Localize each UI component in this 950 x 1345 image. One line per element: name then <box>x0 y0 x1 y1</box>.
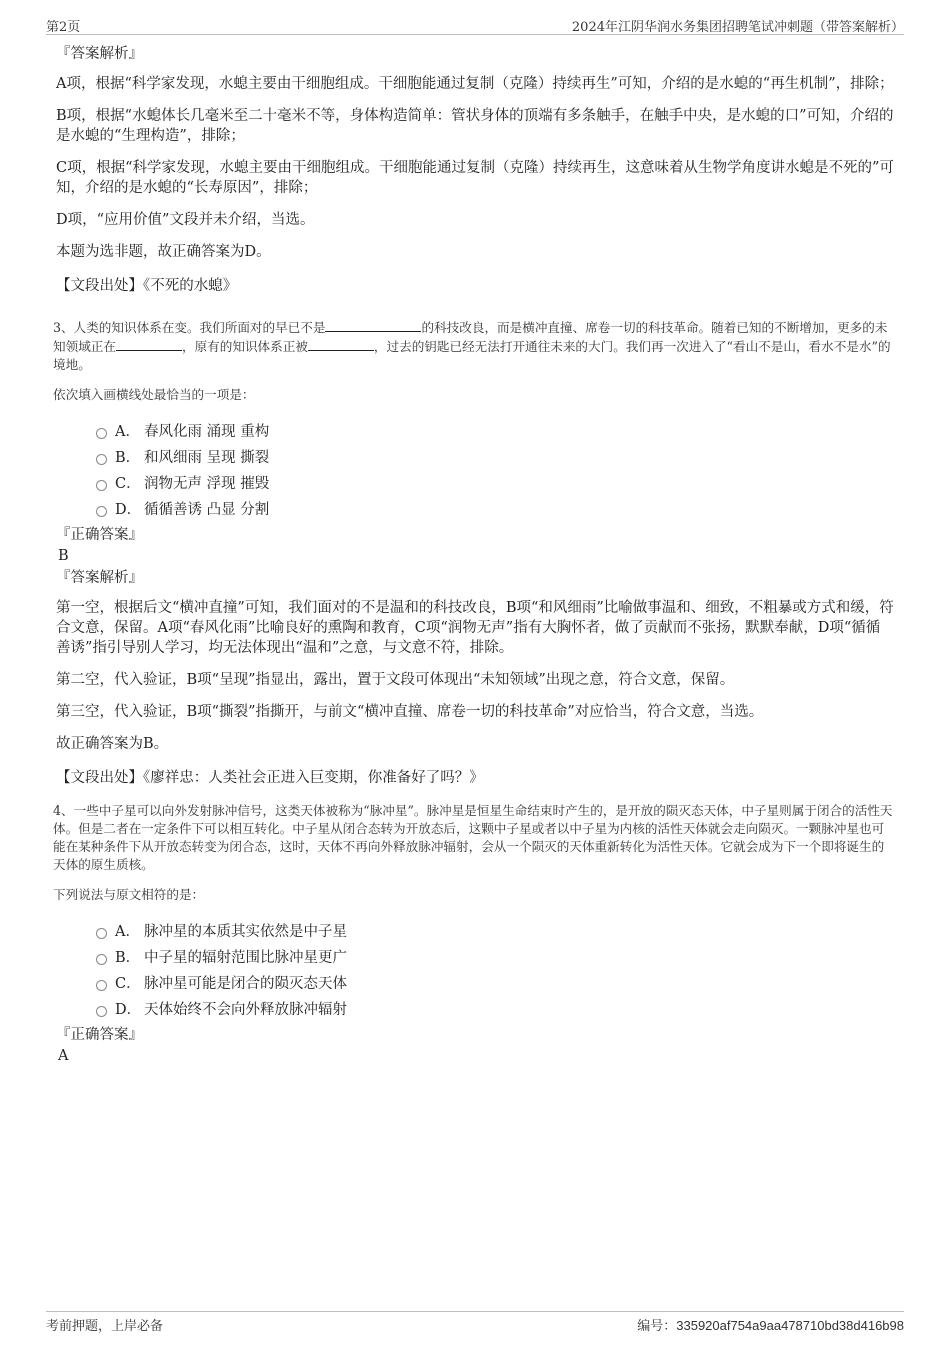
document-title: 2024年江阴华润水务集团招聘笔试冲刺题（带答案解析） <box>571 20 904 35</box>
option-text: 循循善诱 凸显 分割 <box>144 502 270 518</box>
page-footer <box>46 1311 904 1336</box>
page-header <box>46 14 904 35</box>
option-letter: A． <box>115 424 140 440</box>
option-letter: B． <box>115 950 141 966</box>
analysis-paragraph: 第二空，代入验证，B项“呈现”指显出，露出，置于文段可体现出“未知领域”出现之意，符合文意，保留。 <box>56 672 735 688</box>
analysis-paragraph: 故正确答案为B。 <box>56 736 169 752</box>
option-letter: C． <box>115 976 141 992</box>
page-number: 第2页 <box>46 20 81 35</box>
question-3-text <box>53 318 894 374</box>
correct-answer: A <box>58 1048 69 1064</box>
option-letter: D． <box>115 1002 142 1018</box>
radio-button[interactable] <box>96 480 107 491</box>
page-content <box>53 44 894 1066</box>
analysis-paragraph: C项，根据“科学家发现，水螅主要由干细胞组成。干细胞能通过复制（克隆）持续再生，这意味着从生物学角度讲水螅是不死的”可知，介绍的是水螅的“长寿原因”，排除； <box>56 160 894 196</box>
option-letter: D． <box>115 502 142 518</box>
correct-answer-label: 『正确答案』 <box>56 1027 143 1043</box>
option-c[interactable] <box>96 971 894 997</box>
footer-slogan: 考前押题，上岸必备 <box>46 1319 164 1334</box>
correct-answer-label: 『正确答案』 <box>56 527 143 543</box>
option-text: 脉冲星的本质其实依然是中子星 <box>144 924 347 940</box>
analysis-paragraph: 第三空，代入验证，B项“撕裂”指撕开，与前文“横冲直撞、席卷一切的科技革命”对应恰当，符合文意，当选。 <box>56 704 764 720</box>
fill-blank-1 <box>325 318 421 332</box>
question-3-instruction: 依次填入画横线处最恰当的一项是： <box>53 387 255 402</box>
question-3-options <box>96 419 894 523</box>
option-b[interactable] <box>96 945 894 971</box>
option-d[interactable] <box>96 997 894 1023</box>
option-a[interactable] <box>96 919 894 945</box>
source-citation: 【文段出处】《廖祥忠：人类社会正进入巨变期，你准备好了吗？》 <box>56 770 484 786</box>
source-citation: 【文段出处】《不死的水螅》 <box>56 278 238 294</box>
radio-button[interactable] <box>96 928 107 939</box>
option-text: 润物无声 浮现 摧毁 <box>144 476 270 492</box>
question-3-part-1: 3、人类的知识体系在变。我们所面对的早已不是 <box>53 320 326 335</box>
radio-button[interactable] <box>96 1006 107 1017</box>
option-b[interactable] <box>96 445 894 471</box>
option-text: 天体始终不会向外释放脉冲辐射 <box>144 1002 347 1018</box>
question-3-part-4: ，过去的钥匙已经无法打开通往未来的大门。我们再一次进入了“看山不是山，看水不是水”的境地。 <box>53 339 891 372</box>
question-3-part-2: 的科技改良，而是横冲直撞、席卷一切的科技革命。随着已知的不断增加，更多的未知领域正在 <box>53 320 888 354</box>
fill-blank-3 <box>308 337 374 351</box>
option-letter: A． <box>115 924 140 940</box>
correct-answer: B <box>58 548 69 564</box>
analysis-paragraph: 本题为选非题，故正确答案为D。 <box>56 244 271 260</box>
fill-blank-2 <box>116 337 182 351</box>
option-a[interactable] <box>96 419 894 445</box>
analysis-paragraph: 第一空，根据后文“横冲直撞”可知，我们面对的不是温和的科技改良，B项“和风细雨”比喻做事温和、细致，不粗暴或方式和缓，符合文意，保留。A项“春风化雨”比喻良好的熏陶和教育，C项“润物无声”指有大胸怀者，做了贡献而不张扬，默默奉献，D项“循循善诱”指引导别人学习，均无法体现出“温和”之意，与文意不符，排除。 <box>56 600 894 656</box>
option-letter: C． <box>115 476 141 492</box>
question-3-part-3: ，原有的知识体系正被 <box>181 339 308 354</box>
analysis-paragraph: D项，“应用价值”文段并未介绍，当选。 <box>56 212 315 228</box>
question-4-options <box>96 919 894 1023</box>
radio-button[interactable] <box>96 980 107 991</box>
radio-button[interactable] <box>96 506 107 517</box>
option-text: 中子星的辐射范围比脉冲星更广 <box>144 950 347 966</box>
analysis-label: 『答案解析』 <box>56 570 143 586</box>
option-text: 春风化雨 涌现 重构 <box>144 424 270 440</box>
option-text: 脉冲星可能是闭合的陨灭态天体 <box>144 976 347 992</box>
analysis-label: 『答案解析』 <box>56 46 143 62</box>
document-id: 编号：335920af754a9aa478710bd38d416b98 <box>637 1318 904 1333</box>
option-letter: B． <box>115 450 141 466</box>
option-text: 和风细雨 呈现 撕裂 <box>144 450 270 466</box>
option-d[interactable] <box>96 497 894 523</box>
analysis-paragraph: B项，根据“水螅体长几毫米至二十毫米不等，身体构造简单：管状身体的顶端有多条触手，在触手中央，是水螅的口”可知，介绍的是水螅的“生理构造”，排除； <box>56 108 894 144</box>
radio-button[interactable] <box>96 454 107 465</box>
radio-button[interactable] <box>96 428 107 439</box>
analysis-paragraph: A项，根据“科学家发现，水螅主要由干细胞组成。干细胞能通过复制（克隆）持续再生”可知，介绍的是水螅的“再生机制”，排除； <box>56 76 894 92</box>
option-c[interactable] <box>96 471 894 497</box>
radio-button[interactable] <box>96 954 107 965</box>
question-4-text: 4、一些中子星可以向外发射脉冲信号，这类天体被称为“脉冲星”。脉冲星是恒星生命结束时产生的，是开放的陨灭态天体，中子星则属于闭合的活性天体。但是二者在一定条件下可以相互转化。中子星从闭合态转为开放态后，这颗中子星或者以中子星为内核的活性天体就会走向陨灭。一颗脉冲星也可能在某种条件下从开放态转变为闭合态，这时，天体不再向外释放脉冲辐射，会从一个陨灭的天体重新转化为活性天体。它就会成为下一个即将诞生的天体的原生质核。 <box>53 803 893 872</box>
question-4-instruction: 下列说法与原文相符的是： <box>53 887 205 902</box>
